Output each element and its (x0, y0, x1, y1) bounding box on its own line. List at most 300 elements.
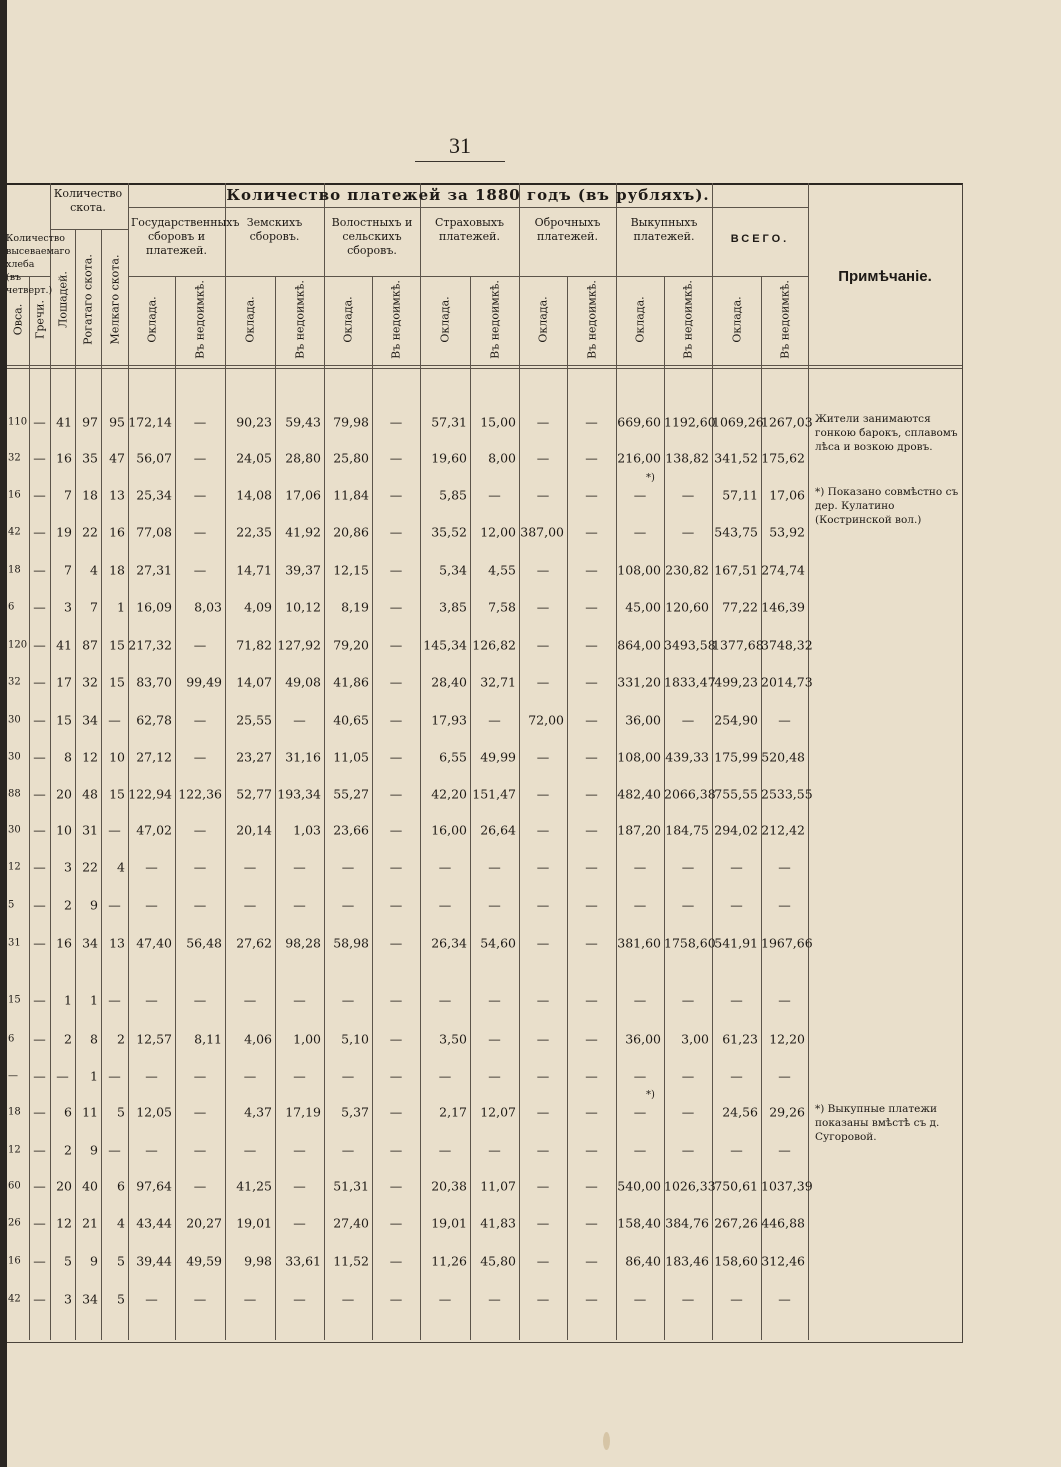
table-cell: 36,00 (625, 1031, 661, 1047)
table-cell: 20,38 (431, 1178, 467, 1194)
table-cell: 15 (56, 712, 72, 728)
subcol-header-arrears: Въ недоимкѣ. (389, 280, 403, 359)
table-cell: 167,51 (714, 562, 758, 578)
table-cell: — (389, 897, 403, 913)
table-cell: 39,44 (136, 1253, 172, 1269)
table-cell: — (33, 1291, 46, 1307)
table-cell: 864,00 (617, 637, 661, 653)
table-cell: — (341, 859, 355, 875)
table-cell: 19,01 (431, 1215, 467, 1231)
table-cell: — (193, 1178, 207, 1194)
table-cell: — (33, 1178, 46, 1194)
table-cell: 16 (109, 524, 125, 540)
table-cell: — (33, 674, 46, 690)
table-cell: 54,60 (480, 935, 516, 951)
table-cell: 12 (82, 749, 98, 765)
subcol-header-arrears: Въ недоимкѣ. (293, 280, 306, 359)
table-cell: 20,27 (186, 1215, 222, 1231)
asterisk-mark: *) (646, 472, 655, 484)
table-cell: — (341, 897, 355, 913)
table-cell: 99,49 (186, 674, 222, 690)
note-text: Жители занимаются гонкою барокъ, сплавомъ лѣса и возкою дровъ. (815, 413, 958, 453)
table-cell: — (293, 859, 306, 875)
table-cell: 40 (82, 1178, 98, 1194)
table-cell: — (108, 992, 121, 1008)
payment-group-header: Земскихъ сборовъ. (246, 216, 303, 243)
table-cell: — (33, 786, 46, 802)
table-cell: 1377,68 (712, 637, 764, 653)
livestock-group-header: Количество скота. (53, 187, 123, 214)
table-cell: 55,27 (333, 786, 369, 802)
table-cell: 97,64 (136, 1178, 172, 1194)
table-cell: — (488, 897, 501, 913)
table-cell: 60 (8, 1180, 21, 1192)
table-cell: 1,00 (293, 1031, 321, 1047)
table-cell: 5,37 (341, 1104, 369, 1120)
table-cell: — (536, 786, 550, 802)
table-cell: — (585, 712, 598, 728)
subcol-header-assessed: Оклада. (633, 296, 647, 343)
table-cell: 1758,60 (664, 935, 716, 951)
subcol-header-arrears: Въ недоимкѣ. (585, 280, 598, 359)
subcol-header-assessed: Оклада. (536, 296, 550, 343)
table-cell: 7,58 (488, 599, 516, 615)
table-cell: 31 (82, 822, 98, 838)
table-cell: 2 (64, 1142, 72, 1158)
table-cell: — (681, 1142, 695, 1158)
table-cell: — (536, 992, 550, 1008)
header-rule (50, 229, 128, 230)
table-cell: — (585, 1068, 598, 1084)
table-cell: — (33, 1142, 46, 1158)
table-cell: 2014,73 (761, 674, 813, 690)
table-cell: 543,75 (714, 524, 758, 540)
table-cell: 126,82 (472, 637, 516, 653)
table-cell: — (145, 859, 158, 875)
table-cell: 12,07 (480, 1104, 516, 1120)
table-cell: — (585, 1142, 598, 1158)
table-cell: — (243, 1142, 257, 1158)
table-cell: — (778, 897, 791, 913)
table-cell: — (681, 1068, 695, 1084)
table-cell: — (585, 450, 598, 466)
table-cell: — (536, 487, 550, 503)
table-cell: — (536, 1142, 550, 1158)
table-cell: 30 (8, 714, 21, 726)
table-cell: 541,91 (714, 935, 758, 951)
table-cell: 17 (56, 674, 72, 690)
table-cell: 32 (8, 676, 21, 688)
table-cell: 34 (82, 712, 98, 728)
table-cell: 41,92 (285, 524, 321, 540)
table-cell: — (33, 414, 46, 430)
table-cell: 17,06 (769, 487, 805, 503)
table-cell: — (585, 637, 598, 653)
payment-group-header: Оброчныхъ платежей. (534, 216, 601, 243)
table-cell: 8,00 (488, 450, 516, 466)
subcol-header-arrears: Въ недоимкѣ. (778, 280, 791, 359)
table-cell: 3 (64, 1291, 72, 1307)
subcol-header-assessed: Оклада. (145, 296, 158, 343)
table-cell: 14,71 (236, 562, 272, 578)
table-cell: — (33, 935, 46, 951)
table-cell: 6 (64, 1104, 72, 1120)
table-cell: — (389, 487, 403, 503)
payment-group-header: Страховыхъ платежей. (434, 216, 505, 243)
table-cell: — (108, 897, 121, 913)
table-cell: 9,98 (244, 1253, 272, 1269)
header-rule (128, 207, 808, 208)
page-number-rule (415, 161, 505, 162)
table-cell: 45,80 (480, 1253, 516, 1269)
table-title: Количество платежей за 1880 годъ (въ рубляхъ). (226, 186, 710, 204)
table-cell: 9 (90, 1253, 98, 1269)
table-cell: — (193, 992, 207, 1008)
table-cell: — (633, 859, 647, 875)
table-cell: — (536, 1215, 550, 1231)
table-cell: 83,70 (136, 674, 172, 690)
table-cell: 2 (64, 897, 72, 913)
table-cell: — (536, 749, 550, 765)
table-cell: — (193, 897, 207, 913)
table-cell: 31,16 (285, 749, 321, 765)
table-cell: — (778, 1291, 791, 1307)
table-cell: 61,23 (722, 1031, 758, 1047)
table-cell: 30 (8, 824, 21, 836)
table-cell: — (778, 712, 791, 728)
table-cell: 3,85 (439, 599, 467, 615)
table-cell: 23,27 (236, 749, 272, 765)
table-cell: — (585, 1253, 598, 1269)
table-cell: — (778, 1068, 791, 1084)
table-cell: — (341, 1068, 355, 1084)
table-cell: 14,08 (236, 487, 272, 503)
table-cell: — (585, 599, 598, 615)
table-cell: — (488, 1068, 501, 1084)
table-cell: 4,55 (488, 562, 516, 578)
table-cell: — (243, 859, 257, 875)
table-cell: — (389, 859, 403, 875)
table-cell: 274,74 (761, 562, 805, 578)
table-cell: — (585, 822, 598, 838)
table-cell: 110 (8, 416, 28, 428)
table-cell: 18 (8, 564, 21, 576)
table-cell: 26 (8, 1217, 21, 1229)
table-cell: 1 (64, 992, 72, 1008)
table-cell: 2,17 (439, 1104, 467, 1120)
table-cell: 1,03 (293, 822, 321, 838)
table-cell: 47 (109, 450, 125, 466)
table-cell: — (585, 935, 598, 951)
table-cell: 33,61 (285, 1253, 321, 1269)
header-rule (128, 276, 808, 277)
table-cell: 57,11 (722, 487, 758, 503)
table-cell: 34 (82, 935, 98, 951)
table-cell: 127,92 (277, 637, 321, 653)
table-cell: — (633, 1142, 647, 1158)
table-cell: — (730, 1291, 743, 1307)
subcol-header-assessed: Оклада. (341, 296, 355, 343)
table-cell: — (389, 712, 403, 728)
table-cell: — (536, 1178, 550, 1194)
table-cell: — (389, 1253, 403, 1269)
grain-col-header: Гречи. (33, 300, 46, 339)
table-cell: 32 (82, 674, 98, 690)
table-cell: 15 (8, 994, 21, 1006)
table-cell: 1267,03 (761, 414, 813, 430)
table-cell: 27,40 (333, 1215, 369, 1231)
table-cell: 669,60 (617, 414, 661, 430)
subcol-header-arrears: Въ недоимкѣ. (488, 280, 501, 359)
table-cell: — (193, 414, 207, 430)
table-cell: — (536, 1068, 550, 1084)
table-cell: — (536, 935, 550, 951)
table-cell: — (536, 674, 550, 690)
table-cell: 20 (56, 1178, 72, 1194)
table-cell: — (438, 1291, 452, 1307)
table-cell: — (681, 712, 695, 728)
table-cell: — (389, 1142, 403, 1158)
table-cell: — (389, 599, 403, 615)
table-cell: 439,33 (665, 749, 709, 765)
table-cell: 122,36 (178, 786, 222, 802)
table-cell: 10,12 (285, 599, 321, 615)
table-cell: — (33, 524, 46, 540)
table-cell: 1 (117, 599, 125, 615)
table-cell: — (33, 712, 46, 728)
table-cell: 10 (56, 822, 72, 838)
table-cell: 19 (56, 524, 72, 540)
table-cell: 14,07 (236, 674, 272, 690)
table-cell: 2533,55 (761, 786, 813, 802)
payment-group-header: Государственныхъ сборовъ и платежей. (131, 216, 240, 257)
table-cell: 341,52 (714, 450, 758, 466)
table-cell: 183,46 (665, 1253, 709, 1269)
table-cell: 16 (56, 450, 72, 466)
table-cell: 16 (8, 489, 21, 501)
note-text: *) Показано совмѣстно съ дер. Кулатино (Костринской вол.) (815, 486, 959, 526)
table-cell: 35,52 (431, 524, 467, 540)
table-cell: — (585, 786, 598, 802)
table-cell: — (730, 1142, 743, 1158)
table-cell: 1833,47 (664, 674, 716, 690)
table-cell: — (681, 897, 695, 913)
table-cell: — (585, 1178, 598, 1194)
table-cell: 6,55 (439, 749, 467, 765)
table-cell: 48 (82, 786, 98, 802)
table-cell: — (585, 414, 598, 430)
table-cell: — (730, 897, 743, 913)
table-cell: 4,06 (244, 1031, 272, 1047)
table-cell: 88 (8, 788, 21, 800)
table-cell: 25,34 (136, 487, 172, 503)
table-cell: 381,60 (617, 935, 661, 951)
table-cell: 217,32 (128, 637, 172, 653)
table-cell: 146,39 (761, 599, 805, 615)
table-cell: 28,80 (285, 450, 321, 466)
table-cell: 4 (117, 859, 125, 875)
table-cell: — (536, 1253, 550, 1269)
table-cell: 2 (64, 1031, 72, 1047)
table-cell: 254,90 (714, 712, 758, 728)
table-cell: 39,37 (285, 562, 321, 578)
table-cell: — (585, 524, 598, 540)
table-cell: — (389, 935, 403, 951)
table-cell: 18 (82, 487, 98, 503)
table-cell: 9 (90, 1142, 98, 1158)
table-cell: — (33, 822, 46, 838)
table-cell: — (536, 1291, 550, 1307)
table-cell: — (243, 1068, 257, 1084)
table-cell: — (585, 749, 598, 765)
table-cell: 87 (82, 637, 98, 653)
table-cell: — (56, 1068, 69, 1084)
table-cell: 29,26 (769, 1104, 805, 1120)
table-cell: — (193, 450, 207, 466)
table-cell: 41,25 (236, 1178, 272, 1194)
table-cell: 216,00 (617, 450, 661, 466)
table-cell: — (633, 992, 647, 1008)
table-cell: 17,93 (431, 712, 467, 728)
table-cell: 750,61 (714, 1178, 758, 1194)
table-cell: 6 (117, 1178, 125, 1194)
table-cell: 1069,26 (712, 414, 764, 430)
paper-stain (603, 1432, 610, 1450)
table-cell: — (585, 992, 598, 1008)
table-cell: 27,31 (136, 562, 172, 578)
table-cell: 2066,38 (664, 786, 716, 802)
header-bottom-rule (7, 368, 962, 369)
asterisk-mark: *) (646, 1089, 655, 1101)
table-cell: — (585, 1031, 598, 1047)
table-cell: — (389, 1178, 403, 1194)
table-cell: — (389, 524, 403, 540)
table-cell: 5 (64, 1253, 72, 1269)
table-cell: 41,83 (480, 1215, 516, 1231)
table-cell: 387,00 (520, 524, 564, 540)
table-cell: — (488, 1142, 501, 1158)
table-cell: — (389, 786, 403, 802)
table-cell: 540,00 (617, 1178, 661, 1194)
table-cell: 72,00 (528, 712, 564, 728)
table-cell: 151,47 (472, 786, 516, 802)
table-cell: — (389, 1031, 403, 1047)
table-cell: 16,00 (431, 822, 467, 838)
table-cell: 17,06 (285, 487, 321, 503)
table-cell: 5,85 (439, 487, 467, 503)
table-cell: 11,26 (431, 1253, 467, 1269)
table-cell: 71,82 (236, 637, 272, 653)
table-cell: 62,78 (136, 712, 172, 728)
table-cell: — (585, 562, 598, 578)
table-cell: 26,64 (480, 822, 516, 838)
table-cell: — (778, 859, 791, 875)
table-cell: 4,09 (244, 599, 272, 615)
table-cell: 3,00 (681, 1031, 709, 1047)
table-cell: — (488, 1031, 501, 1047)
payment-group-header: Выкупныхъ платежей. (630, 216, 698, 243)
subcol-header-arrears: Въ недоимкѣ. (681, 280, 695, 359)
subcol-header-arrears: Въ недоимкѣ. (193, 280, 207, 359)
table-cell: — (681, 859, 695, 875)
table-cell: — (33, 897, 46, 913)
table-cell: — (488, 1291, 501, 1307)
table-cell: — (633, 524, 647, 540)
table-cell: 11,07 (480, 1178, 516, 1194)
table-cell: — (585, 1104, 598, 1120)
table-cell: — (536, 1031, 550, 1047)
table-cell: 24,56 (722, 1104, 758, 1120)
table-cell: 17,19 (285, 1104, 321, 1120)
book-spine-edge (0, 0, 7, 1467)
table-cell: 19,60 (431, 450, 467, 466)
table-cell: — (293, 992, 306, 1008)
page-number: 31 (449, 133, 471, 158)
table-cell: — (438, 992, 452, 1008)
table-cell: — (145, 992, 158, 1008)
table-cell: 41,86 (333, 674, 369, 690)
table-cell: 446,88 (761, 1215, 805, 1231)
table-cell: — (633, 1291, 647, 1307)
table-cell: — (33, 1215, 46, 1231)
table-cell: 77,22 (722, 599, 758, 615)
table-cell: 16 (56, 935, 72, 951)
table-cell: 13 (109, 487, 125, 503)
table-cell: 57,31 (431, 414, 467, 430)
table-cell: — (33, 1253, 46, 1269)
table-cell: — (681, 1104, 695, 1120)
table-cell: 5,34 (439, 562, 467, 578)
table-cell: 108,00 (617, 749, 661, 765)
table-cell: — (193, 487, 207, 503)
table-cell: — (681, 487, 695, 503)
subcol-header-assessed: Оклада. (243, 296, 257, 343)
table-cell: — (243, 897, 257, 913)
table-cell: 51,31 (333, 1178, 369, 1194)
table-cell: — (33, 1104, 46, 1120)
table-cell: 12,00 (480, 524, 516, 540)
table-cell: 16,09 (136, 599, 172, 615)
table-cell: — (585, 859, 598, 875)
table-cell: — (33, 992, 46, 1008)
table-cell: — (389, 822, 403, 838)
table-cell: — (33, 637, 46, 653)
table-cell: 1 (90, 992, 98, 1008)
table-cell: — (585, 1291, 598, 1307)
table-cell: — (633, 1068, 647, 1084)
table-cell: — (193, 1068, 207, 1084)
table-cell: 98,28 (285, 935, 321, 951)
table-cell: — (389, 1104, 403, 1120)
table-cell: — (389, 992, 403, 1008)
table-cell: — (536, 1104, 550, 1120)
table-cell: — (438, 1068, 452, 1084)
table-cell: — (389, 562, 403, 578)
table-cell: 1967,66 (761, 935, 813, 951)
table-cell: — (293, 1068, 306, 1084)
table-cell: 24,05 (236, 450, 272, 466)
table-cell: 7 (64, 562, 72, 578)
table-cell: — (681, 992, 695, 1008)
table-cell: 184,75 (665, 822, 709, 838)
table-cell: — (536, 637, 550, 653)
table-cell: 11,52 (333, 1253, 369, 1269)
table-cell: 11,05 (333, 749, 369, 765)
table-cell: 8,03 (194, 599, 222, 615)
table-cell: 8,11 (194, 1031, 222, 1047)
payment-group-header: Волостныхъ и сельскихъ сборовъ. (331, 216, 413, 257)
subcol-header-assessed: Оклада. (730, 296, 743, 343)
